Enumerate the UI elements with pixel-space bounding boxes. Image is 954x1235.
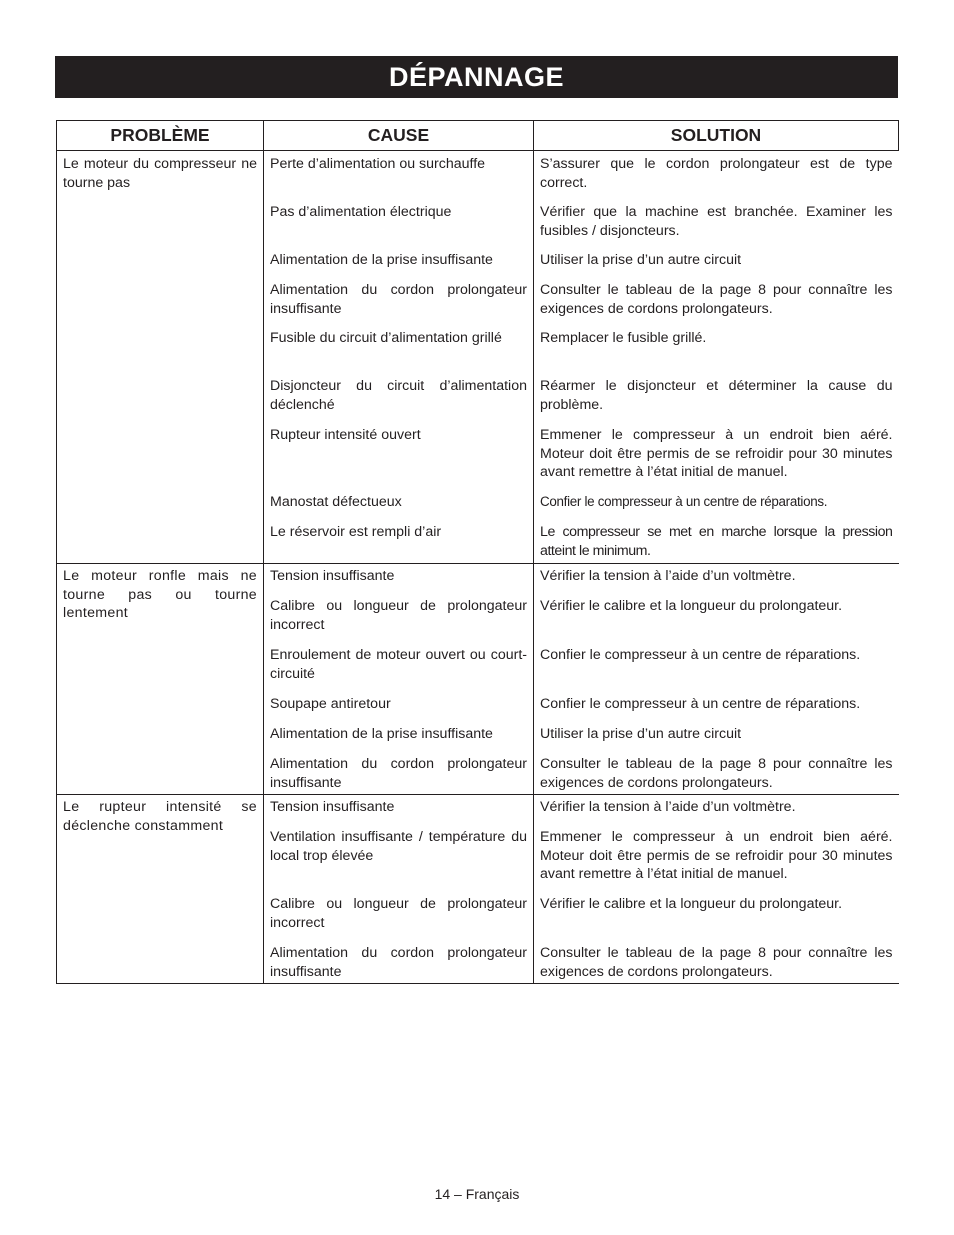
header-cause: CAUSE: [264, 121, 534, 151]
cause-text: Manostat défectueux: [264, 489, 534, 519]
table-row: [264, 199, 899, 247]
table-row: [264, 151, 899, 199]
problem-cell: [57, 795, 264, 984]
cause-text: Rupteur intensité ouvert: [264, 422, 534, 489]
cause-solution-cell: [264, 151, 899, 564]
table-row: [264, 373, 899, 422]
table-row: [264, 691, 899, 721]
table-row: [264, 940, 899, 983]
solution-text: Emmener le compresseur à un endroit bien aéré. Moteur doit être permis de se refroidir pour 30 minutes avant remettre à l’état initial de manuel.: [540, 829, 893, 882]
solution-text: Confier le compresseur à un centre de réparations.: [540, 696, 861, 712]
solution-text: Réarmer le disjoncteur et déterminer la cause du problème.: [540, 378, 893, 413]
problem-group-motor-hums: [57, 564, 899, 795]
cause-text: Enroulement de moteur ouvert ou court-circuité: [264, 642, 534, 691]
table-row: [264, 891, 899, 940]
solution-text: Utiliser la prise d’un autre circuit: [540, 726, 742, 742]
table-row: [264, 593, 899, 642]
cause-text: Alimentation du cordon prolongateur insuffisante: [264, 940, 534, 983]
solution-text: Consulter le tableau de la page 8 pour connaître les exigences de cordons prolongateurs.: [540, 756, 893, 791]
cause-text: Tension insuffisante: [264, 564, 534, 593]
page-footer: 14 – Français: [434, 1186, 520, 1202]
cause-text: Perte d’alimentation ou surchauffe: [264, 151, 534, 199]
solution-text: Le compresseur se met en marche lorsque la pression atteint le minimum.: [540, 524, 893, 559]
solution-text: Vérifier le calibre et la longueur du prolongateur.: [540, 598, 843, 614]
header-solution: SOLUTION: [534, 121, 899, 151]
table-row: [264, 247, 899, 277]
table-row: [264, 751, 899, 794]
cause-text: Calibre ou longueur de prolongateur incorrect: [264, 891, 534, 940]
problem-text: Le moteur ronfle mais ne tourne pas ou tourne lentement: [63, 568, 257, 621]
table-row: [264, 824, 899, 891]
solution-text: Vérifier que la machine est branchée. Examiner les fusibles / disjoncteurs.: [540, 204, 893, 239]
problem-cell: [57, 564, 264, 795]
problem-group-breaker-trips: [57, 795, 899, 984]
problem-text: Le rupteur intensité se déclenche constamment: [63, 799, 257, 834]
cause-text: Pas d’alimentation électrique: [264, 199, 534, 247]
cause-solution-cell: [264, 564, 899, 795]
cause-text: Le réservoir est rempli d’air: [264, 519, 534, 563]
cause-text: Alimentation du cordon prolongateur insuffisante: [264, 751, 534, 794]
table-row: [264, 277, 899, 325]
cause-text: Soupape antiretour: [264, 691, 534, 721]
troubleshooting-table: [56, 120, 899, 984]
solution-text: Emmener le compresseur à un endroit bien aéré. Moteur doit être permis de se refroidir pour 30 minutes avant remettre à l’état initial de manuel.: [540, 427, 893, 480]
cause-text: Alimentation du cordon prolongateur insuffisante: [264, 277, 534, 325]
solution-text: Consulter le tableau de la page 8 pour connaître les exigences de cordons prolongateurs.: [540, 945, 893, 980]
solution-text: Vérifier la tension à l’aide d’un voltmètre.: [540, 799, 796, 815]
cause-text: Fusible du circuit d’alimentation grillé: [264, 325, 534, 373]
table-row: [264, 642, 899, 691]
table-row: [264, 422, 899, 489]
cause-solution-cell: [264, 795, 899, 984]
page-title: DÉPANNAGE: [55, 56, 898, 98]
problem-group-motor-not-running: [57, 151, 899, 564]
solution-text: Vérifier le calibre et la longueur du prolongateur.: [540, 896, 843, 912]
cause-text: Alimentation de la prise insuffisante: [264, 247, 534, 277]
cause-text: Ventilation insuffisante / température du local trop élevée: [264, 824, 534, 891]
solution-text: Utiliser la prise d’un autre circuit: [540, 252, 742, 268]
problem-cell: [57, 151, 264, 564]
cause-text: Tension insuffisante: [264, 795, 534, 824]
table-row: [264, 795, 899, 824]
table-row: [264, 721, 899, 751]
solution-text: Consulter le tableau de la page 8 pour connaître les exigences de cordons prolongateurs.: [540, 282, 893, 317]
table-header-row: [57, 121, 899, 151]
table-row: [264, 519, 899, 563]
solution-text: Confier le compresseur à un centre de réparations.: [540, 494, 828, 509]
table-row: [264, 325, 899, 373]
cause-text: Alimentation de la prise insuffisante: [264, 721, 534, 751]
cause-text: Calibre ou longueur de prolongateur incorrect: [264, 593, 534, 642]
solution-text: Remplacer le fusible grillé.: [540, 330, 707, 346]
header-problem: PROBLÈME: [57, 121, 264, 151]
solution-text: S’assurer que le cordon prolongateur est de type correct.: [540, 156, 893, 191]
problem-text: Le moteur du compresseur ne tourne pas: [63, 156, 257, 191]
solution-text: Confier le compresseur à un centre de réparations.: [540, 647, 861, 663]
table-row: [264, 489, 899, 519]
cause-text: Disjoncteur du circuit d’alimentation déclenché: [264, 373, 534, 422]
table-row: [264, 564, 899, 593]
solution-text: Vérifier la tension à l’aide d’un voltmètre.: [540, 568, 796, 584]
